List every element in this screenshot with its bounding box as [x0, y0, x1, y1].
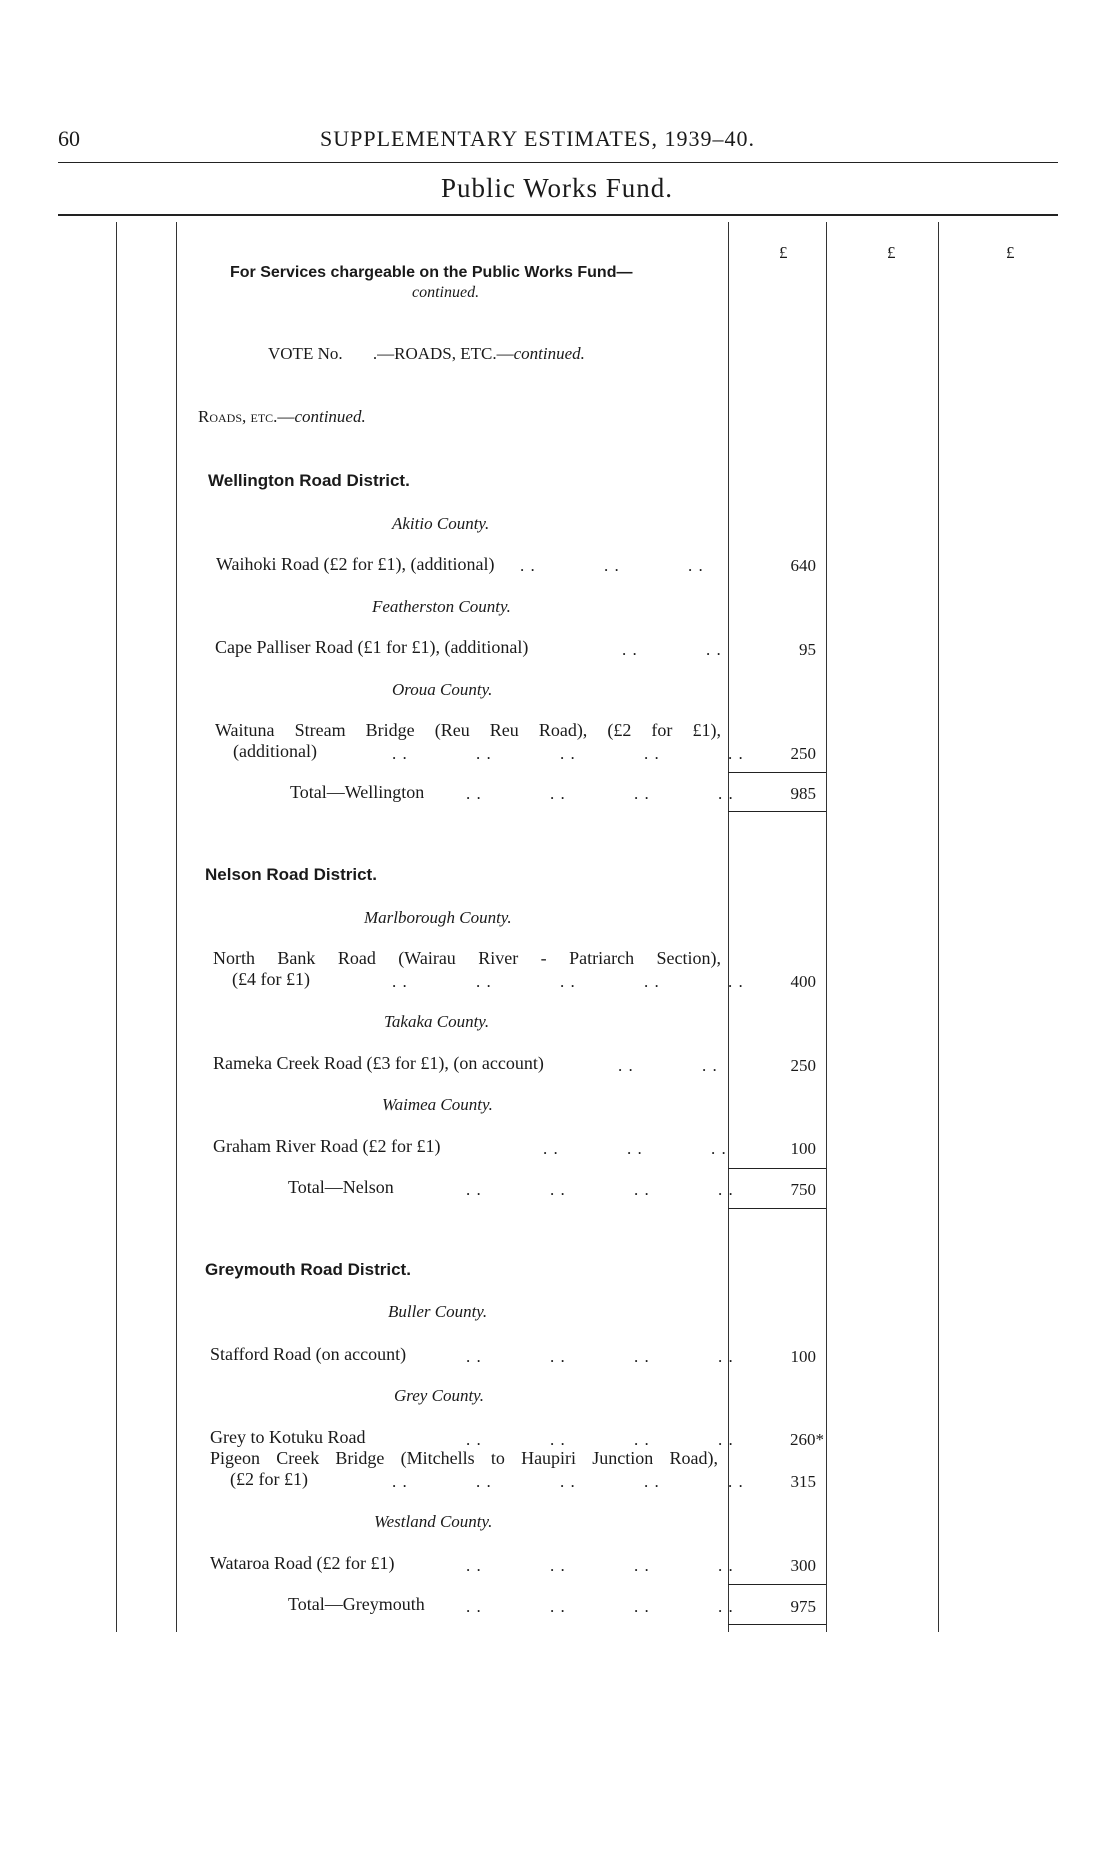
currency-header-2: £: [887, 243, 896, 262]
page-number: 60: [58, 126, 80, 151]
item-text: Pigeon Creek Bridge (Mitchells to Haupiri Junction Road),: [210, 1448, 718, 1468]
item-amount: 250: [790, 744, 816, 763]
section-continued: continued.: [294, 407, 366, 426]
leader-dots: . . . . . . . .: [466, 784, 734, 803]
vote-title: .—ROADS, ETC.—: [372, 344, 514, 363]
total-amount: 975: [790, 1597, 816, 1616]
currency-header-3: £: [1006, 243, 1015, 262]
running-title: SUPPLEMENTARY ESTIMATES, 1939–40.: [320, 126, 756, 151]
item-text: Waihoki Road (£2 for £1), (additional): [216, 554, 495, 574]
header-rule: [58, 162, 1058, 163]
item-amount: 260*: [790, 1430, 824, 1449]
leader-dots: . . . . . . . . . .: [392, 744, 744, 763]
vote-continued: continued.: [513, 344, 585, 363]
item-text-continued: (£2 for £1): [230, 1469, 308, 1489]
total-rule-top: [728, 772, 826, 773]
county-heading: Westland County.: [374, 1512, 493, 1531]
total-rule-top: [728, 1168, 826, 1169]
margin-rule-1: [116, 222, 117, 1632]
district-heading-greymouth: Greymouth Road District.: [205, 1260, 411, 1279]
leader-dots: . . . . . .: [520, 556, 704, 575]
vote-line: [268, 344, 585, 364]
county-heading: Buller County.: [388, 1302, 488, 1321]
item-text: Rameka Creek Road (£3 for £1), (on account): [213, 1053, 544, 1073]
leader-dots: . . . . . .: [543, 1139, 727, 1158]
item-text: Graham River Road (£2 for £1): [213, 1136, 441, 1156]
vote-prefix: VOTE No.: [268, 344, 343, 363]
total-label: Total—Greymouth: [288, 1594, 425, 1614]
district-heading-nelson: Nelson Road District.: [205, 865, 377, 884]
services-lead-continued: continued.: [412, 284, 480, 301]
total-rule-bottom: [728, 1208, 826, 1209]
item-text-continued: (additional): [233, 741, 317, 761]
total-rule-bottom: [728, 811, 826, 812]
item-amount: 250: [790, 1056, 816, 1075]
currency-header-1: £: [779, 243, 788, 262]
total-label: Total—Wellington: [290, 782, 425, 802]
table-top-rule: [58, 214, 1058, 216]
item-text: Wataroa Road (£2 for £1): [210, 1553, 395, 1573]
total-amount: 985: [790, 784, 816, 803]
item-amount: 300: [790, 1556, 816, 1575]
leader-dots: . . . . . . . . . .: [392, 1472, 744, 1491]
county-heading: Takaka County.: [384, 1012, 490, 1031]
total-label: Total—Nelson: [288, 1177, 394, 1197]
item-text: Cape Palliser Road (£1 for £1), (additional): [215, 637, 529, 657]
leader-dots: . . . . . . . .: [466, 1597, 734, 1616]
leader-dots: . . . .: [622, 640, 722, 659]
county-heading: Marlborough County.: [364, 908, 512, 927]
item-text: Grey to Kotuku Road: [210, 1427, 366, 1447]
amount-column-rule-left: [728, 222, 729, 1632]
county-heading: Featherston County.: [372, 597, 511, 616]
county-heading: Grey County.: [394, 1386, 485, 1405]
fund-title: Public Works Fund.: [440, 173, 674, 203]
section-label: Roads, etc.—: [198, 407, 295, 426]
county-heading: Oroua County.: [392, 680, 493, 699]
item-amount: 100: [790, 1347, 816, 1366]
total-rule-top: [728, 1584, 826, 1585]
leader-dots: . . . . . . . .: [466, 1430, 734, 1449]
amount-column-rule-right: [826, 222, 827, 1632]
county-heading: Waimea County.: [382, 1095, 493, 1114]
item-amount: 640: [790, 556, 816, 575]
leader-dots: . . . . . . . .: [466, 1180, 734, 1199]
total-rule-bottom: [728, 1624, 826, 1625]
item-text-continued: (£4 for £1): [232, 969, 310, 989]
section-label-line: [198, 407, 366, 427]
leader-dots: . . . . . . . .: [466, 1556, 734, 1575]
margin-rule-2: [176, 222, 177, 1632]
column-rule-3: [938, 222, 939, 1632]
item-amount: 400: [790, 972, 816, 991]
item-amount: 95: [799, 640, 816, 659]
item-text: North Bank Road (Wairau River - Patriarch Section),: [213, 948, 721, 968]
district-heading-wellington: Wellington Road District.: [208, 471, 410, 490]
item-amount: 100: [790, 1139, 816, 1158]
leader-dots: . . . . . . . . . .: [392, 972, 744, 991]
item-text: Waituna Stream Bridge (Reu Reu Road), (£2 for £1),: [215, 720, 721, 740]
leader-dots: . . . . . . . .: [466, 1347, 734, 1366]
leader-dots: . . . .: [618, 1056, 718, 1075]
item-amount: 315: [790, 1472, 816, 1491]
services-lead: For Services chargeable on the Public Works Fund—: [230, 264, 633, 281]
total-amount: 750: [790, 1180, 816, 1199]
item-text: Stafford Road (on account): [210, 1344, 407, 1364]
county-heading: Akitio County.: [392, 514, 490, 533]
